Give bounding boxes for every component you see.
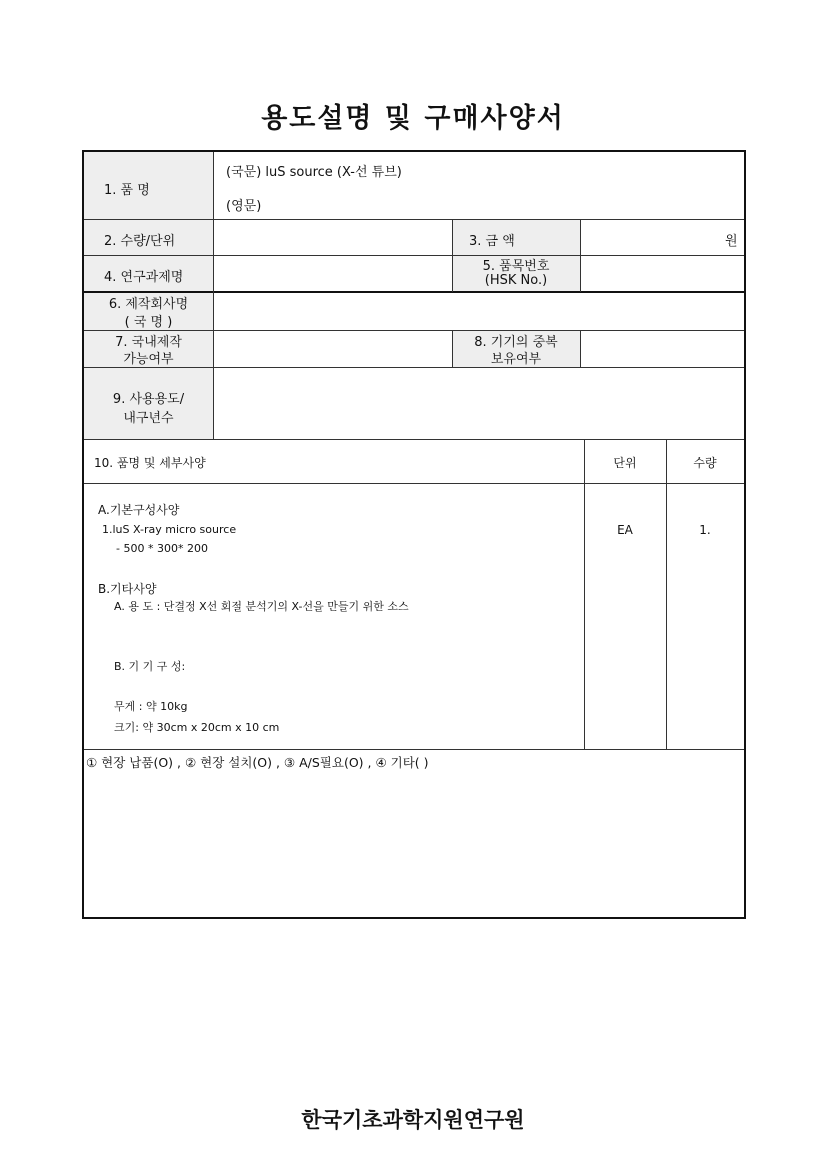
column-divider — [666, 439, 667, 749]
spec-line: - 500 * 300* 200 — [116, 542, 208, 555]
lifetime-label: 내구년수 — [123, 411, 174, 426]
hsk-no-label: (HSK No.) — [484, 273, 548, 288]
spec-form-table — [82, 150, 746, 919]
domestic-possible-label: 가능여부 — [123, 352, 174, 367]
spec-line: B. 기 기 구 성: — [114, 660, 186, 673]
amount-label: 3. 금 액 — [469, 234, 515, 249]
amount-unit: 원 — [725, 234, 738, 249]
spec-line: 크기: 약 30cm x 20cm x 10 cm — [114, 721, 280, 734]
document-title: 용도설명 및 구매사양서 — [261, 103, 565, 134]
column-divider — [580, 330, 581, 367]
project-label: 4. 연구과제명 — [104, 270, 184, 285]
duplicate-label: 8. 기기의 중복 — [474, 335, 558, 350]
usage-label: 9. 사용용도/ — [112, 392, 185, 407]
row-divider — [84, 219, 744, 220]
maker-country-label: ( 국 명 ) — [124, 315, 173, 330]
spec-line: A. 용 도 : 단결정 X선 회절 분석기의 X-선을 만들기 위한 소스 — [114, 600, 409, 613]
spec-header-unit: 단위 — [613, 456, 637, 470]
column-divider — [580, 219, 581, 292]
row-divider — [84, 483, 744, 484]
column-divider — [584, 439, 585, 749]
spec-header-qty: 수량 — [693, 456, 717, 470]
duplicate-owned-label: 보유여부 — [490, 352, 542, 367]
row-divider — [84, 749, 744, 750]
item-name-korean: (국문) luS source (X-선 튜브) — [226, 165, 402, 180]
item-name-english: (영문) — [226, 199, 262, 214]
maker-label: 6. 제작회사명 — [108, 297, 189, 312]
institution-name: 한국기초과학지원연구원 — [301, 1108, 525, 1132]
spec-header-name: 10. 품명 및 세부사양 — [94, 456, 206, 470]
item-no-label: 5. 품목번호 — [482, 259, 550, 274]
row-divider — [84, 255, 744, 256]
row-divider — [84, 439, 744, 440]
item-name-label: 1. 품 명 — [104, 183, 150, 198]
domestic-label: 7. 국내제작 — [115, 335, 182, 350]
spec-qty-value: 1. — [699, 523, 711, 537]
spec-line: 무게 : 약 10kg — [114, 700, 188, 713]
column-divider — [213, 152, 214, 439]
spec-line: B.기타사양 — [98, 582, 157, 596]
spec-unit-value: EA — [617, 523, 633, 537]
spec-line: 1.luS X-ray micro source — [102, 523, 237, 536]
spec-line: A.기본구성사양 — [98, 503, 180, 517]
delivery-options: ① 현장 납품(O) , ② 현장 설치(O) , ③ A/S필요(O) , ④ 기타( ) — [86, 755, 429, 770]
qty-unit-label: 2. 수량/단위 — [104, 234, 176, 249]
row-divider — [84, 367, 744, 368]
